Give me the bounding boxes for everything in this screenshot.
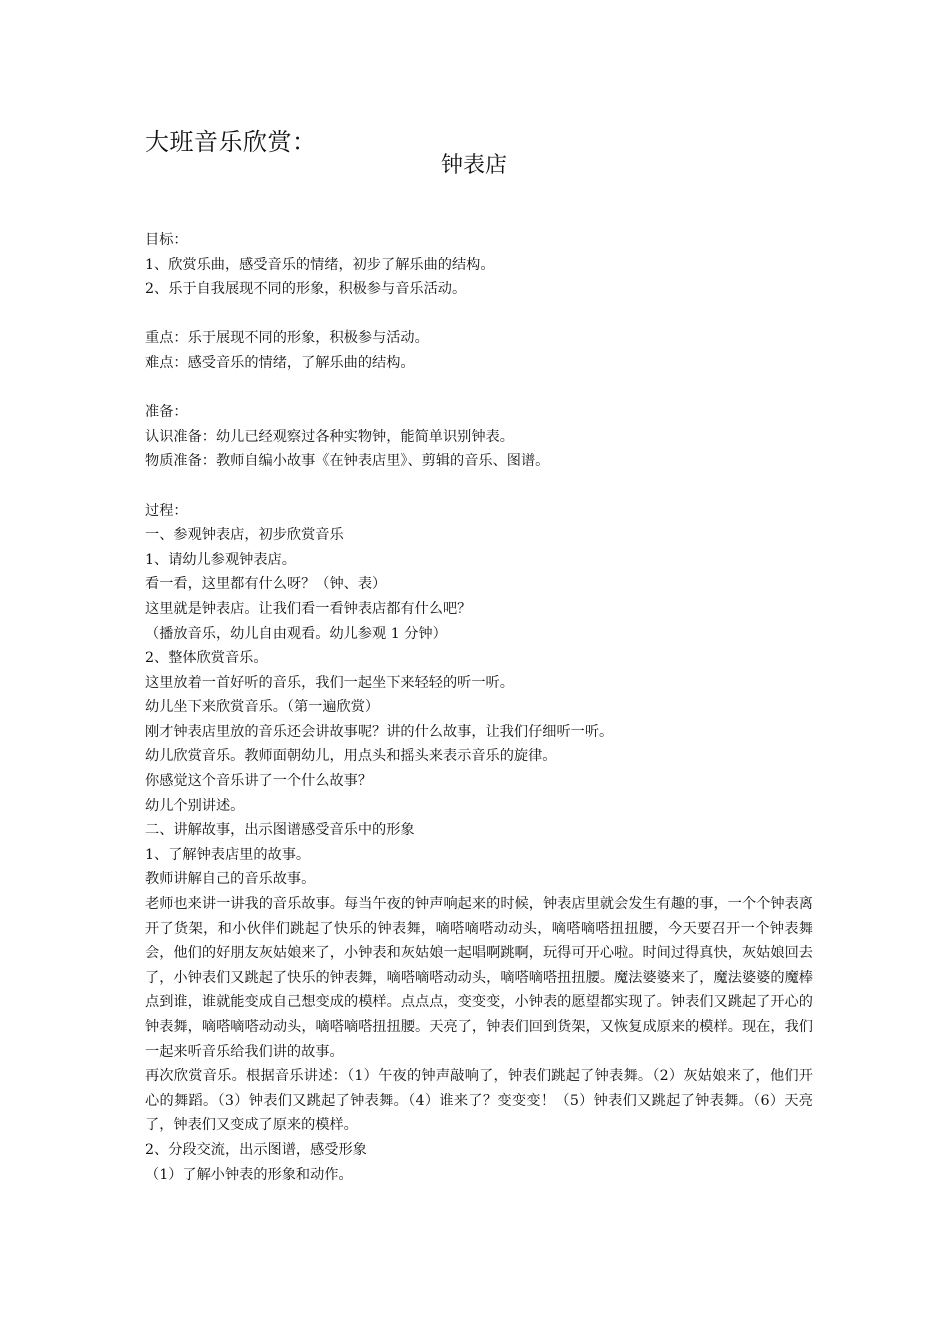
process-line: 这里就是钟表店。让我们看一看钟表店都有什么吧？ [145, 600, 472, 617]
process-line: 幼儿坐下来欣赏音乐。（第一遍欣赏） [145, 699, 380, 716]
document-subtitle: 钟表店 [441, 153, 508, 178]
process-line: 2、分段交流，出示图谱，感受形象 [145, 1141, 367, 1158]
goal-item: 2、乐于自我展现不同的形象，积极参与音乐活动。 [145, 281, 467, 298]
preparation-item: 物质准备：教师自编小故事《在钟表店里》、剪辑的音乐、图谱。 [145, 453, 550, 470]
preparation-item: 认识准备：幼儿已经观察过各种实物钟，能简单识别钟表。 [145, 428, 514, 445]
process-line: 1、了解钟表店里的故事。 [145, 846, 311, 863]
process-line: 幼儿个别讲述。 [145, 797, 245, 814]
process-line: 幼儿欣赏音乐。教师面朝幼儿，用点头和摇头来表示音乐的旋律。 [145, 748, 557, 765]
section-heading-process: 过程： [145, 502, 188, 519]
process-line: 这里放着一首好听的音乐，我们一起坐下来轻轻的听一听。 [145, 674, 514, 691]
process-line: 一、参观钟表店，初步欣赏音乐 [145, 527, 344, 544]
section-heading-preparation: 准备： [145, 404, 188, 421]
process-line: 看一看，这里都有什么呀？（钟、表） [145, 576, 387, 593]
blank-line [145, 474, 813, 499]
process-line: 教师讲解自己的音乐故事。 [145, 871, 316, 888]
document-body [145, 228, 813, 1187]
process-line: 二、讲解故事，出示图谱感受音乐中的形象 [145, 822, 415, 839]
process-line: 你感觉这个音乐讲了一个什么故事？ [145, 773, 373, 790]
goal-item: 1、欣赏乐曲，感受音乐的情绪，初步了解乐曲的结构。 [145, 256, 495, 273]
key-point: 重点：乐于展现不同的形象，积极参与活动。 [145, 330, 429, 347]
difficult-point: 难点：感受音乐的情绪，了解乐曲的结构。 [145, 354, 415, 371]
process-line: 刚才钟表店里放的音乐还会讲故事呢？讲的什么故事，让我们仔细听一听。 [145, 723, 614, 740]
blank-line [145, 376, 813, 401]
blank-line [145, 302, 813, 327]
process-line: （1）了解小钟表的形象和动作。 [145, 1166, 353, 1183]
story-paragraph: 老师也来讲一讲我的音乐故事。每当午夜的钟声响起来的时候，钟表店里就会发生有趣的事，一个个钟表离开了货架，和小伙伴们跳起了快乐的钟表舞，嘀嗒嘀嗒动动头，嘀嗒嘀嗒扭扭腰，今天要召开一个钟表舞会，他们的好朋友灰姑娘来了，小钟表和灰姑娘一起唱啊跳啊，玩得可开心啦。时间过得真快，灰姑娘回去了，小钟表们又跳起了快乐的钟表舞，嘀嗒嘀嗒动动头，嘀嗒嘀嗒扭扭腰。魔法婆婆来了，魔法婆婆的魔棒点到谁，谁就能变成自己想变成的模样。点点点，变变变，小钟表的愿望都实现了。钟表们又跳起了开心的钟表舞，嘀嗒嘀嗒动动头，嘀嗒嘀嗒扭扭腰。天亮了，钟表们回到货架，又恢复成原来的模样。现在，我们一起来听音乐给我们讲的故事。 [145, 896, 813, 1060]
section-heading-goals: 目标： [145, 232, 188, 248]
process-line: 1、请幼儿参观钟表店。 [145, 551, 296, 568]
process-line: （播放音乐，幼儿自由观看。幼儿参观 1 分钟） [145, 625, 447, 642]
listen-again-paragraph: 再次欣赏音乐。根据音乐讲述：（1）午夜的钟声敲响了，钟表们跳起了钟表舞。（2）灰姑娘来了，他们开心的舞蹈。（3）钟表们又跳起了钟表舞。（4）谁来了？变变变！（5）钟表们又跳起了钟表舞。（6）天亮了，钟表们又变成了原来的模样。 [145, 1068, 813, 1134]
document-title: 大班音乐欣赏： [145, 128, 317, 156]
process-line: 2、整体欣赏音乐。 [145, 650, 268, 667]
